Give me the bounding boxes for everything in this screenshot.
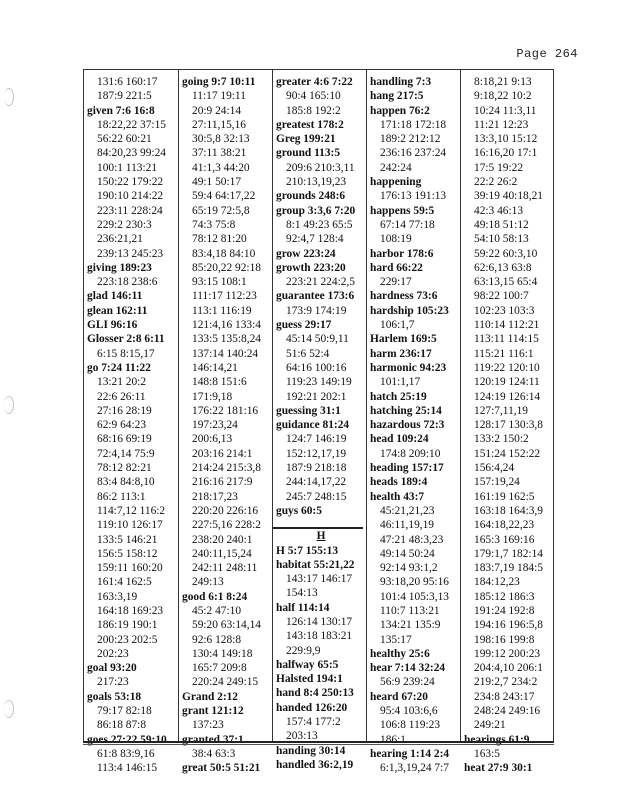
index-page-refs: 143:18 183:21 [286, 630, 353, 643]
index-page-refs: 102:23 103:3 [474, 304, 535, 317]
index-page-refs: 157:19,24 [474, 476, 520, 489]
index-page-refs: 113:1 116:19 [192, 304, 252, 317]
index-page-refs: 191:24 192:8 [474, 604, 535, 617]
index-page-refs: 174:8 209:10 [380, 447, 441, 460]
index-column-5 [460, 70, 553, 775]
index-term-entry: hatching 25:14 [370, 404, 442, 417]
index-page-refs: 41:1,3 44:20 [192, 161, 250, 174]
index-page-refs: 74:3 75:8 [192, 218, 236, 231]
index-page-refs: 165:7 209:8 [192, 662, 247, 675]
index-page-refs: 16:16,20 17:1 [474, 147, 538, 160]
index-page-refs: 8:18,21 9:13 [474, 76, 532, 88]
index-page-refs: 238:20 240:1 [192, 533, 253, 546]
index-page-refs: 133:2 150:2 [474, 433, 529, 446]
index-page-refs: 185:12 186:3 [474, 590, 535, 603]
index-page-refs: 45:21,21,23 [380, 504, 435, 517]
index-page-refs: 216:16 217:9 [192, 476, 253, 489]
index-page-refs: 86:2 113:1 [97, 490, 146, 503]
index-page-refs: 93:15 108:1 [192, 276, 247, 289]
index-page-refs: 244:14,17,22 [286, 476, 347, 489]
index-page-refs: 143:17 146:17 [286, 573, 353, 586]
index-term-entry: hard 66:22 [370, 261, 423, 274]
index-page-refs: 114:7,12 116:2 [97, 504, 166, 517]
index-term-entry: hear 7:14 32:24 [370, 662, 446, 675]
index-term-entry: habitat 55:21,22 [276, 558, 355, 571]
index-page-refs: 62:6,13 63:8 [474, 261, 532, 274]
index-term-entry: grant 121:12 [182, 705, 244, 718]
index-term-entry: heard 67:20 [370, 690, 428, 703]
index-page-refs: 204:4,10 206:1 [474, 662, 543, 675]
index-page-refs: 95:4 103:6,6 [380, 705, 438, 718]
index-page-refs: 11:17 19:11 [192, 90, 246, 103]
index-term-entry: guarantee 173:6 [276, 290, 355, 303]
index-page-refs: 156:5 158:12 [97, 547, 158, 560]
index-term-entry: happens 59:5 [370, 204, 435, 217]
index-term-entry: goals 53:18 [87, 690, 142, 703]
index-page-refs: 13:3,10 15:12 [474, 133, 538, 146]
index-page-refs: 186:19 190:1 [97, 619, 158, 632]
index-page-refs: 223:21 224:2,5 [286, 276, 355, 289]
index-page-refs: 67:14 77:18 [380, 218, 435, 231]
index-term-entry: heat 27:9 30:1 [464, 762, 533, 775]
index-page-refs: 214:24 215:3,8 [192, 462, 261, 475]
index-page-refs: 61:8 83:9,16 [97, 747, 155, 760]
index-page-refs: 148:8 151:6 [192, 376, 247, 389]
index-term-entry: half 114:14 [276, 601, 330, 614]
index-page-refs: 209:6 210:3,11 [286, 161, 355, 174]
index-page-refs: 47:21 48:3,23 [380, 533, 444, 546]
index-page-refs: 106:8 119:23 [380, 719, 441, 732]
index-page-refs: 249:13 [192, 576, 224, 589]
index-page-refs: 198:16 199:8 [474, 633, 535, 646]
index-page-refs: 49:14 50:24 [380, 547, 435, 560]
index-page-refs: 239:13 245:23 [97, 247, 164, 260]
index-page-refs: 152:12,17,19 [286, 447, 347, 460]
index-term-entry: hazardous 72:3 [370, 419, 445, 432]
index-page-refs: 59:4 64:17,22 [192, 190, 256, 203]
index-page-refs: 192:21 202:1 [286, 390, 347, 403]
index-page-refs: 22:2 26:2 [474, 176, 518, 189]
index-page-refs: 161:19 162:5 [474, 490, 535, 503]
index-term-entry: handling 7:3 [370, 76, 432, 88]
index-page-refs: 85:20,22 92:18 [192, 261, 261, 274]
index-page-refs: 219:2,7 234:2 [474, 676, 538, 689]
index-page-refs: 176:13 191:13 [380, 190, 447, 203]
index-page-refs: 187:9 218:18 [286, 462, 347, 475]
index-term-entry: hand 8:4 250:13 [276, 687, 354, 700]
index-page-refs: 56:9 239:24 [380, 676, 435, 689]
index-page-refs: 22:6 26:11 [97, 390, 146, 403]
index-page-refs: 200:23 202:5 [97, 633, 158, 646]
index-term-entry: hearings 61:9 [464, 733, 530, 746]
index-page-refs: 187:9 221:5 [97, 90, 152, 103]
index-page-refs: 11:21 12:23 [474, 118, 529, 131]
index-page-refs: 217:23 [97, 676, 129, 689]
index-page-refs: 119:22 120:10 [474, 361, 540, 374]
index-page-refs: 111:17 112:23 [192, 290, 257, 303]
index-term-entry: granted 37:1 [182, 733, 244, 746]
index-term-entry: giving 189:23 [87, 261, 152, 274]
index-term-entry: hearing 1:14 2:4 [370, 747, 450, 760]
index-term-entry: guessing 31:1 [276, 404, 341, 417]
index-term-entry: happening [370, 176, 422, 189]
index-page-refs: 62:9 64:23 [97, 419, 147, 432]
index-page-refs: 38:4 63:3 [192, 747, 236, 760]
index-term-entry: glean 162:11 [87, 304, 148, 317]
index-page-refs: 27:11,15,16 [192, 118, 246, 131]
index-page-refs: 242:11 248:11 [192, 562, 258, 575]
index-page-refs: 124:7 146:19 [286, 433, 347, 446]
index-page-refs: 189:2 212:12 [380, 133, 441, 146]
index-page-refs: 229:2 230:3 [97, 218, 152, 231]
index-page-refs: 137:23 [192, 719, 224, 732]
index-term-entry: guidance 81:24 [276, 419, 350, 432]
index-page-refs: 56:22 60:21 [97, 133, 152, 146]
index-page-refs: 227:5,16 228:2 [192, 519, 261, 532]
index-page-refs: 42:3 46:13 [474, 204, 524, 217]
index-page-refs: 164:18 169:23 [97, 604, 164, 617]
index-term-entry: goes 27:22 59:10 [87, 733, 167, 746]
index-page-refs: 49:18 51:12 [474, 218, 529, 231]
binder-hole-mark [4, 700, 14, 718]
index-page-refs: 163:5 [474, 747, 500, 760]
index-page-refs: 93:18,20 95:16 [380, 576, 449, 589]
index-term-entry: handed 126:20 [276, 701, 348, 714]
index-page-refs: 171:9,18 [192, 390, 233, 403]
index-page-refs: 63:13,15 65:4 [474, 276, 538, 289]
index-page-refs: 171:18 172:18 [380, 118, 447, 131]
index-page-refs: 248:24 249:16 [474, 705, 541, 718]
index-page-refs: 119:10 126:17 [97, 519, 163, 532]
index-page-refs: 64:16 100:16 [286, 361, 347, 374]
index-term-entry: given 7:6 16:8 [87, 104, 155, 117]
index-term-entry: Halsted 194:1 [276, 673, 343, 686]
index-term-entry: Greg 199:21 [276, 133, 336, 146]
index-term-entry: greatest 178:2 [276, 118, 344, 131]
index-page-refs: 101:4 105:3,13 [380, 590, 449, 603]
index-column-2 [178, 70, 272, 775]
index-page-refs: 39:19 40:18,21 [474, 190, 543, 203]
index-page-refs: 134:21 135:9 [380, 619, 441, 632]
index-page-refs: 163:18 164:3,9 [474, 504, 543, 517]
index-page-refs: 8:1 49:23 65:5 [286, 218, 353, 231]
index-page-refs: 165:3 169:16 [474, 533, 535, 546]
index-page-refs: 90:4 165:10 [286, 90, 341, 103]
index-term-entry: health 43:7 [370, 490, 425, 503]
index-page-refs: 78:12 81:20 [192, 233, 247, 246]
index-page-refs: 203:16 214:1 [192, 447, 253, 460]
index-page-refs: 10:24 11:3,11 [474, 104, 537, 117]
index-page-refs: 45:14 50:9,11 [286, 333, 349, 346]
index-page-refs: 65:19 72:5,8 [192, 204, 250, 217]
index-page-refs: 113:11 114:15 [474, 333, 539, 346]
index-term-entry: guys 60:5 [276, 504, 322, 517]
index-page-refs: 121:4,16 133:4 [192, 319, 261, 332]
index-term-entry: head 109:24 [370, 433, 429, 446]
index-term-entry: guess 29:17 [276, 319, 332, 332]
index-page-refs: 146:14,21 [192, 361, 238, 374]
index-term-entry: going 9:7 10:11 [182, 76, 256, 88]
index-page-refs: 84:20,23 99:24 [97, 147, 166, 160]
index-page-refs: 127:7,11,19 [474, 404, 528, 417]
index-term-entry: handled 36:2,19 [276, 758, 354, 771]
word-index-table [83, 69, 554, 775]
index-term-entry: hang 217:5 [370, 90, 424, 103]
index-page-refs: 184:12,23 [474, 576, 520, 589]
index-page-refs: 223:18 238:6 [97, 276, 158, 289]
index-page-refs: 218:17,23 [192, 490, 238, 503]
table-bottom-rule [83, 741, 554, 743]
index-page-refs: 220:20 226:16 [192, 504, 259, 517]
section-divider [273, 518, 363, 529]
index-term-entry: hardness 73:6 [370, 290, 438, 303]
index-page-refs: 199:12 200:23 [474, 647, 541, 660]
index-page-refs: 51:6 52:4 [286, 347, 330, 360]
index-page-refs: 113:4 146:15 [97, 762, 158, 775]
index-term-entry: halfway 65:5 [276, 658, 339, 671]
index-page-refs: 159:11 160:20 [97, 562, 163, 575]
index-page-refs: 92:4,7 128:4 [286, 233, 344, 246]
index-page-refs: 245:7 248:15 [286, 490, 347, 503]
index-term-entry: hatch 25:19 [370, 390, 427, 403]
index-term-entry: GLI 96:16 [87, 319, 138, 332]
index-page-refs: 186:1 [380, 733, 406, 746]
index-term-entry: Harlem 169:5 [370, 333, 437, 346]
index-page-refs: 197:23,24 [192, 419, 238, 432]
index-term-entry: glad 146:11 [87, 290, 143, 303]
index-page-refs: 194:16 196:5,8 [474, 619, 543, 632]
index-page-refs: 202:23 [97, 647, 129, 660]
index-page-refs: 229:9,9 [286, 644, 321, 657]
index-page-refs: 68:16 69:19 [97, 433, 152, 446]
index-page-refs: 92:14 93:1,2 [380, 562, 438, 575]
index-page-refs: 83:4,18 84:10 [192, 247, 256, 260]
index-page-refs: 37:11 38:21 [192, 147, 247, 160]
index-page-refs: 164:18,22,23 [474, 519, 535, 532]
index-page-refs: 249:21 [474, 719, 506, 732]
page-number: Page 264 [516, 47, 578, 61]
index-page-refs: 163:3,19 [97, 590, 138, 603]
index-term-entry: goal 93:20 [87, 662, 137, 675]
index-page-refs: 115:21 116:1 [474, 347, 534, 360]
index-term-entry: hardship 105:23 [370, 304, 449, 317]
index-term-entry: go 7:24 11:22 [87, 361, 151, 374]
index-term-entry: H 5:7 155:13 [276, 544, 339, 557]
index-column-3 [272, 70, 366, 771]
index-page-refs: 173:9 174:19 [286, 304, 347, 317]
index-page-refs: 150:22 179:22 [97, 176, 164, 189]
index-page-refs: 135:17 [380, 633, 412, 646]
index-page-refs: 131:6 160:17 [97, 76, 158, 88]
index-term-entry: heading 157:17 [370, 462, 444, 475]
index-term-entry: greater 4:6 7:22 [276, 76, 353, 88]
index-column-1 [84, 70, 178, 775]
index-term-entry: great 50:5 51:21 [182, 762, 261, 775]
index-term-entry: grounds 248:6 [276, 190, 346, 203]
index-page-refs: 79:17 82:18 [97, 705, 152, 718]
index-page-refs: 18:22,22 37:15 [97, 118, 166, 131]
index-page-refs: 83:4 84:8,10 [97, 476, 155, 489]
index-page-refs: 236:21,21 [97, 233, 143, 246]
index-term-entry: harmonic 94:23 [370, 361, 447, 374]
index-page-refs: 124:19 126:14 [474, 390, 541, 403]
index-page-refs: 45:2 47:10 [192, 604, 242, 617]
index-page-refs: 46:11,19,19 [380, 519, 434, 532]
index-page-refs: 190:10 214:22 [97, 190, 164, 203]
index-term-entry: Grand 2:12 [182, 690, 239, 703]
index-page-refs: 17:5 19:22 [474, 161, 524, 174]
index-term-entry: group 3:3,6 7:20 [276, 204, 356, 217]
index-term-entry: ground 113:5 [276, 147, 341, 160]
index-page-refs: 126:14 130:17 [286, 615, 353, 628]
index-page-refs: 54:10 58:13 [474, 233, 529, 246]
index-page-refs: 240:11,15,24 [192, 547, 252, 560]
index-page-refs: 119:23 149:19 [286, 376, 352, 389]
index-page-refs: 59:22 60:3,10 [474, 247, 538, 260]
index-page-refs: 49:1 50:17 [192, 176, 242, 189]
index-page-refs: 234:8 243:17 [474, 690, 535, 703]
index-page-refs: 179:1,7 182:14 [474, 547, 543, 560]
index-page-refs: 220:24 249:15 [192, 676, 259, 689]
index-page-refs: 120:19 124:11 [474, 376, 540, 389]
index-page-refs: 59:20 63:14,14 [192, 619, 261, 632]
index-page-refs: 128:17 130:3,8 [474, 419, 543, 432]
index-column-4 [366, 70, 460, 775]
index-page-refs: 20:9 24:14 [192, 104, 242, 117]
index-page-refs: 110:14 112:21 [474, 319, 540, 332]
index-page-refs: 229:17 [380, 276, 412, 289]
index-page-refs: 151:24 152:22 [474, 447, 541, 460]
index-term-entry: grow 223:24 [276, 247, 336, 260]
index-page-refs: 133:5 146:21 [97, 533, 158, 546]
binder-hole-mark [4, 88, 14, 106]
index-page-refs: 101:1,17 [380, 376, 421, 389]
index-page-refs: 106:1,7 [380, 319, 415, 332]
index-page-refs: 223:11 228:24 [97, 204, 163, 217]
binder-hole-mark [4, 396, 14, 414]
index-page-refs: 72:4,14 75:9 [97, 447, 155, 460]
index-term-entry: healthy 25:6 [370, 647, 430, 660]
index-page-refs: 92:6 128:8 [192, 633, 242, 646]
index-page-refs: 161:4 162:5 [97, 576, 152, 589]
index-page-refs: 9:18,22 10:2 [474, 90, 532, 103]
index-page-refs: 78:12 82:21 [97, 462, 152, 475]
index-page-refs: 183:7,19 184:5 [474, 562, 543, 575]
index-term-entry: Glosser 2:8 6:11 [87, 333, 165, 346]
index-page-refs: 203:13 [286, 730, 318, 743]
index-term-entry: handing 30:14 [276, 744, 346, 757]
index-term-entry: harm 236:17 [370, 347, 432, 360]
section-letter-heading: H [316, 530, 326, 543]
index-page-refs: 100:1 113:21 [97, 161, 158, 174]
index-page-refs: 13:21 20:2 [97, 376, 147, 389]
index-page-refs: 86:18 87:8 [97, 719, 147, 732]
index-page-refs: 27:16 28:19 [97, 404, 152, 417]
index-page-refs: 157:4 177:2 [286, 716, 341, 729]
index-page-refs: 6:1,3,19,24 7:7 [380, 762, 449, 775]
index-page-refs: 242:24 [380, 161, 412, 174]
index-page-refs: 133:5 135:8,24 [192, 333, 261, 346]
index-page-refs: 176:22 181:16 [192, 404, 259, 417]
index-term-entry: harbor 178:6 [370, 247, 434, 260]
index-page-refs: 6:15 8:15,17 [97, 347, 155, 360]
index-page-refs: 236:16 237:24 [380, 147, 447, 160]
index-page-refs: 98:22 100:7 [474, 290, 529, 303]
index-term-entry: growth 223:20 [276, 261, 346, 274]
index-page-refs: 156:4,24 [474, 462, 515, 475]
index-page-refs: 185:8 192:2 [286, 104, 341, 117]
index-page-refs: 210:13,19,23 [286, 176, 347, 189]
index-page-refs: 200:6,13 [192, 433, 233, 446]
index-term-entry: happen 76:2 [370, 104, 430, 117]
index-term-entry: good 6:1 8:24 [182, 590, 248, 603]
index-page-refs: 154:13 [286, 587, 318, 600]
index-page-refs: 108:19 [380, 233, 412, 246]
index-page-refs: 30:5,8 32:13 [192, 133, 250, 146]
index-page-refs: 130:4 149:18 [192, 647, 253, 660]
index-term-entry: heads 189:4 [370, 476, 428, 489]
index-page-refs: 110:7 113:21 [380, 604, 440, 617]
index-page-refs: 137:14 140:24 [192, 347, 259, 360]
table-bottom-rule [83, 744, 554, 745]
